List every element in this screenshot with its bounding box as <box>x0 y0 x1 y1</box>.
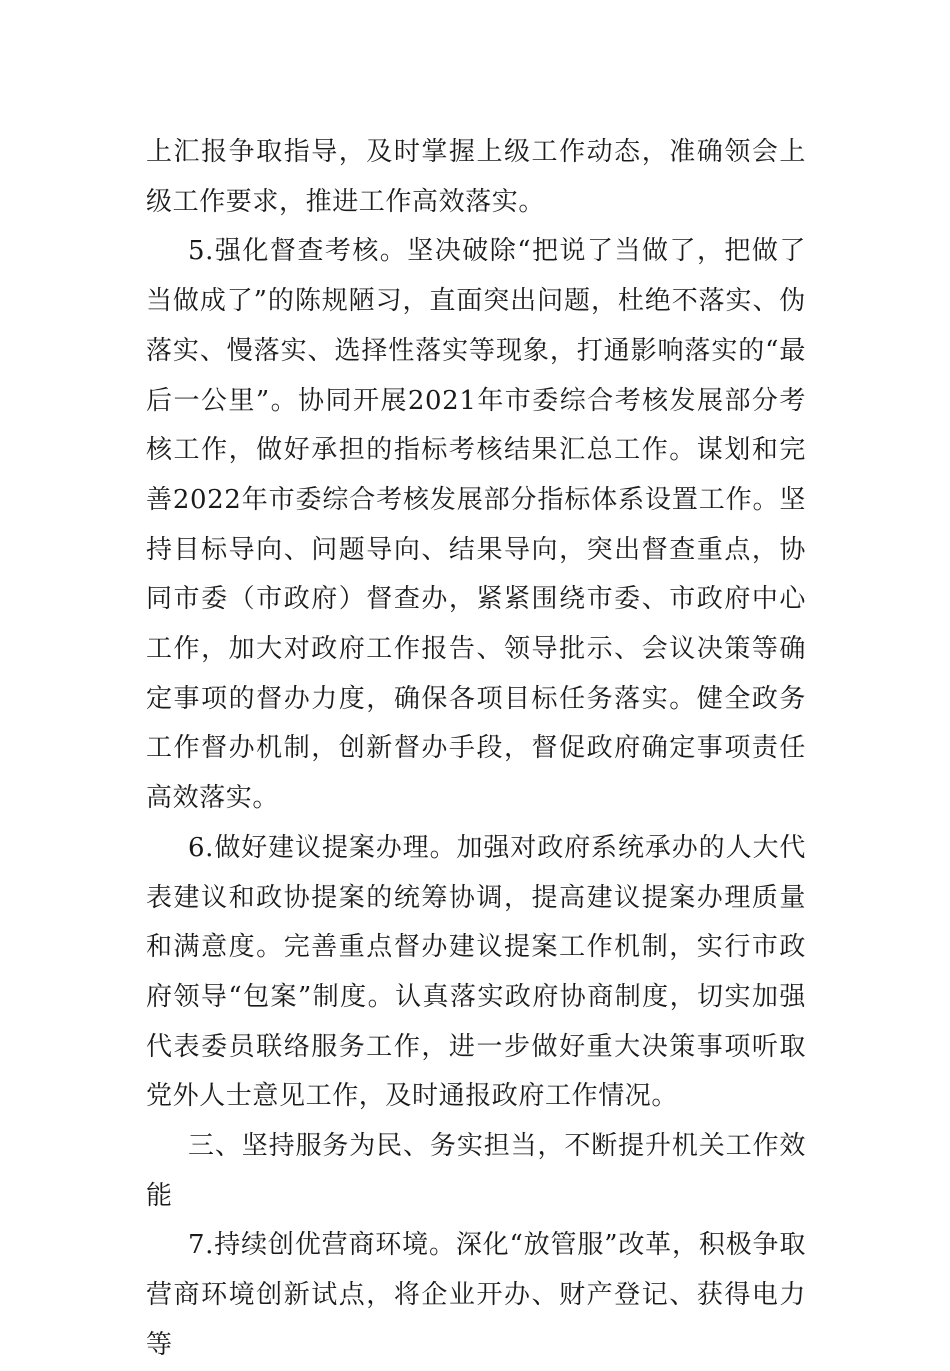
paragraph-continuation: 上汇报争取指导，及时掌握上级工作动态，准确领会上级工作要求，推进工作高效落实。 <box>146 137 806 217</box>
section-heading-three: 三、坚持服务为民、务实担当，不断提升机关工作效能 <box>146 1131 806 1211</box>
document-body <box>146 128 806 1371</box>
paragraph-business-environment: 7.持续创优营商环境。深化“放管服”改革，积极争取营商环境创新试点，将企业开办、财产登记、获得电力等 <box>146 1230 806 1360</box>
paragraph-proposal-handling: 6.做好建议提案办理。加强对政府系统承办的人大代表建议和政协提案的统筹协调，提高建议提案办理质量和满意度。完善重点督办建议提案工作机制，实行市政府领导“包案”制度。认真落实政府协商制度，切实加强代表委员联络服务工作，进一步做好重大决策事项听取党外人士意见工作，及时通报政府工作情况。 <box>146 832 806 1112</box>
paragraph-supervision-assessment: 5.强化督查考核。坚决破除“把说了当做了，把做了当做成了”的陈规陋习，直面突出问题，杜绝不落实、伪落实、慢落实、选择性落实等现象，打通影响落实的“最后一公里”。协同开展2021年市委综合考核发展部分考核工作，做好承担的指标考核结果汇总工作。谋划和完善2022年市委综合考核发展部分指标体系设置工作。坚持目标导向、问题导向、结果导向，突出督查重点，协同市委（市政府）督查办，紧紧围绕市委、市政府中心工作，加大对政府工作报告、领导批示、会议决策等确定事项的督办力度，确保各项目标任务落实。健全政务工作督办机制，创新督办手段，督促政府确定事项责任高效落实。 <box>146 236 806 814</box>
